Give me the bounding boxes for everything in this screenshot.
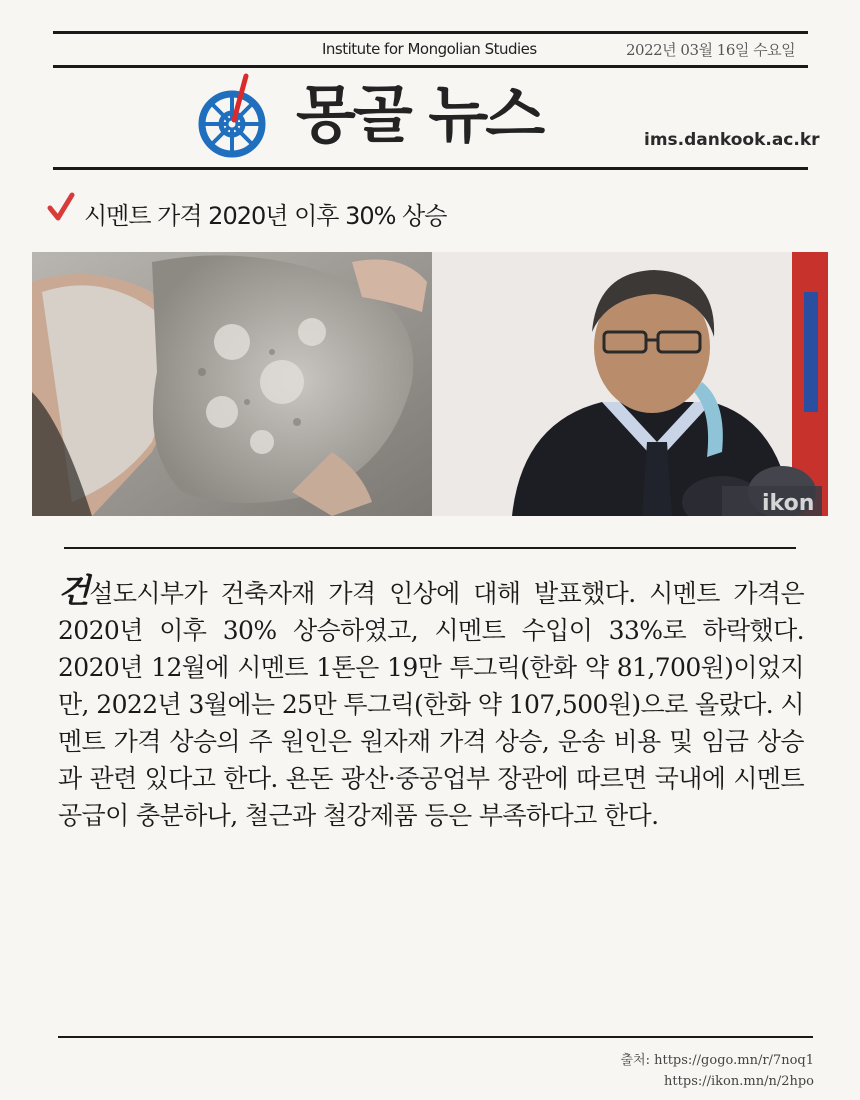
article-headline: 시멘트 가격 2020년 이후 30% 상승 (84, 202, 447, 230)
article-body (58, 572, 804, 834)
top-rule (53, 31, 808, 34)
photo-watermark: ikon (762, 491, 815, 516)
wheel-emblem-icon (194, 72, 274, 162)
page-title: 몽골 뉴스 (296, 78, 543, 151)
minister-press-conference-photo (432, 252, 828, 516)
source-link-1[interactable]: 출처: https://gogo.mn/r/7noq1 (620, 1053, 814, 1068)
checkmark-icon (46, 192, 76, 222)
article-text: 설도시부가 건축자재 가격 인상에 대해 발표했다. 시멘트 가격은 2020년 이후 30% 상승하였고, 시멘트 수입이 33%로 하락했다. 2020년 12월에 시멘트 1톤은 19만 투그릭(한화 약 81,700원)이었지만, 2022년 3월에는 25만 투그릭(한화 약 107,500원)으로 올랐다. 시멘트 가격 상승의 주 원인은 원자재 가격 상승, 운송 비용 및 임금 상승과 관련 있다고 한다. 욘돈 광산·중공업부 장관에 따르면 국내에 시멘트 공급이 충분하나, 철근과 철강제품 등은 부족하다고 한다. (58, 579, 804, 830)
header-rule (53, 65, 808, 68)
institute-name: Institute for Mongolian Studies (322, 40, 537, 58)
issue-date: 2022년 03월 16일 수요일 (626, 41, 796, 59)
site-url: ims.dankook.ac.kr (644, 130, 820, 150)
cement-in-hands-photo (32, 252, 432, 516)
source-link-2[interactable]: https://ikon.mn/n/2hpo (664, 1074, 814, 1089)
source-credits (620, 1050, 814, 1092)
article-divider (64, 547, 796, 549)
dropcap: 건 (58, 571, 90, 610)
title-rule (53, 167, 808, 170)
footer-rule (58, 1036, 813, 1038)
